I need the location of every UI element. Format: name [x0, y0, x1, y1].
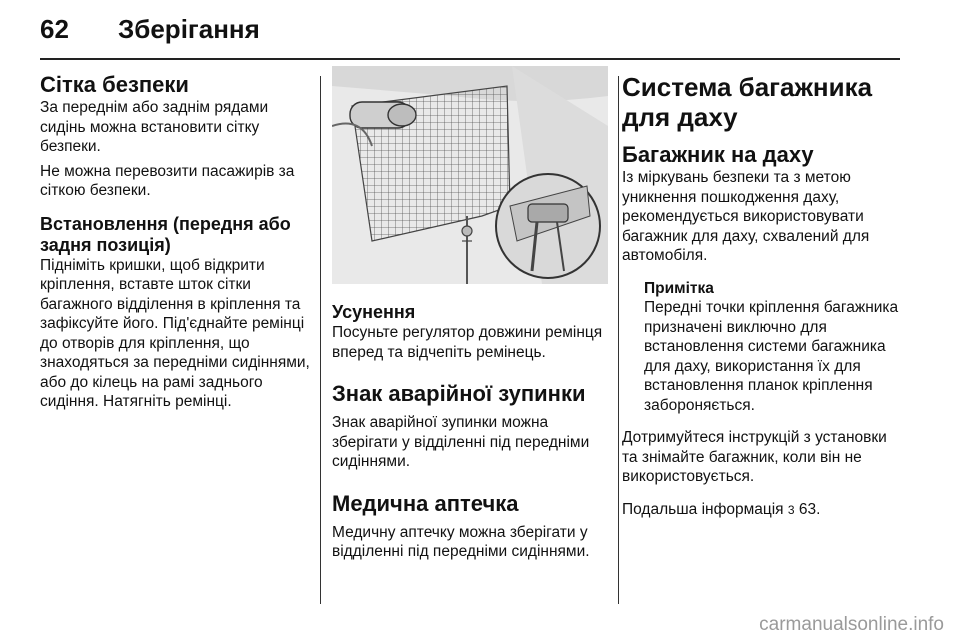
column-safety-net: [40, 72, 310, 412]
section-title-first-aid-kit: Медична аптечка: [332, 490, 519, 516]
safety-net-paragraph-1: За переднім або заднім рядами сидінь можна встановити сітку безпеки.: [40, 99, 269, 155]
warning-triangle-paragraph: Знак аварійної зупинки можна зберігати у відділенні під передніми сидіннями.: [332, 414, 590, 470]
running-title: Зберігання: [118, 14, 260, 44]
cross-reference-arrow-icon: 3: [787, 502, 795, 517]
installation-paragraph: Підніміть кришки, щоб відкрити кріплення, вставте шток сітки багажного відділення в кріплення та зафіксуйте його. Під'єднайте ремінці до отворів для кріплення, що знаходяться за передніми сидіннями, або до кілець на рамі заднього сидіння. Натягніть ремінці.: [40, 256, 310, 410]
note-title: Примітка: [644, 279, 714, 297]
header-rule: [40, 58, 900, 60]
illustration-svg: [332, 66, 608, 284]
section-title-safety-net: Сітка безпеки: [40, 72, 189, 97]
removal-paragraph: Посуньте регулятор довжини ремінця вперед та відчепіть ремінець.: [332, 324, 603, 361]
column-divider-2: [618, 76, 619, 604]
column-divider-1: [320, 76, 321, 604]
subsection-title-removal: Усунення: [332, 302, 416, 322]
further-info-text: Подальша інформація: [622, 500, 784, 518]
subsection-title-installation: Встановлення (передня або задня позиція): [40, 213, 291, 255]
safety-net-illustration: [332, 66, 608, 284]
subsection-title-roof-rack: Багажник на даху: [622, 142, 814, 167]
further-info-page-ref[interactable]: 63.: [794, 500, 821, 518]
first-aid-kit-paragraph: Медичну аптечку можна зберігати у відділенні під передніми сидіннями.: [332, 523, 590, 560]
section-title-warning-triangle: Знак аварійної зупинки: [332, 381, 586, 406]
column-storage: [332, 66, 608, 562]
roof-rack-paragraph-2: Дотримуйтеся інструкцій з установки та знімайте багажник, коли він не використовується.: [622, 429, 887, 485]
note-text: Передні точки кріплення багажника призначені виключно для встановлення системи багажника для даху, використання їх для встановлення планок кріплення забороняється.: [644, 299, 899, 414]
roof-rack-paragraph-1: Із міркувань безпеки та з метою уникнення пошкодження даху, рекомендується використовувати багажник для даху, схвалений для автомобіля.: [622, 169, 870, 264]
column-roof-rack: [622, 72, 904, 520]
note-box: [644, 279, 904, 416]
watermark: carmanualsonline.info: [759, 614, 944, 635]
further-info-paragraph: [622, 500, 904, 521]
page-number: 62: [40, 14, 69, 44]
safety-net-paragraph-2: Не можна перевозити пасажирів за сіткою безпеки.: [40, 162, 295, 199]
section-title-roof-rack-system: Система багажника для даху: [622, 72, 873, 132]
